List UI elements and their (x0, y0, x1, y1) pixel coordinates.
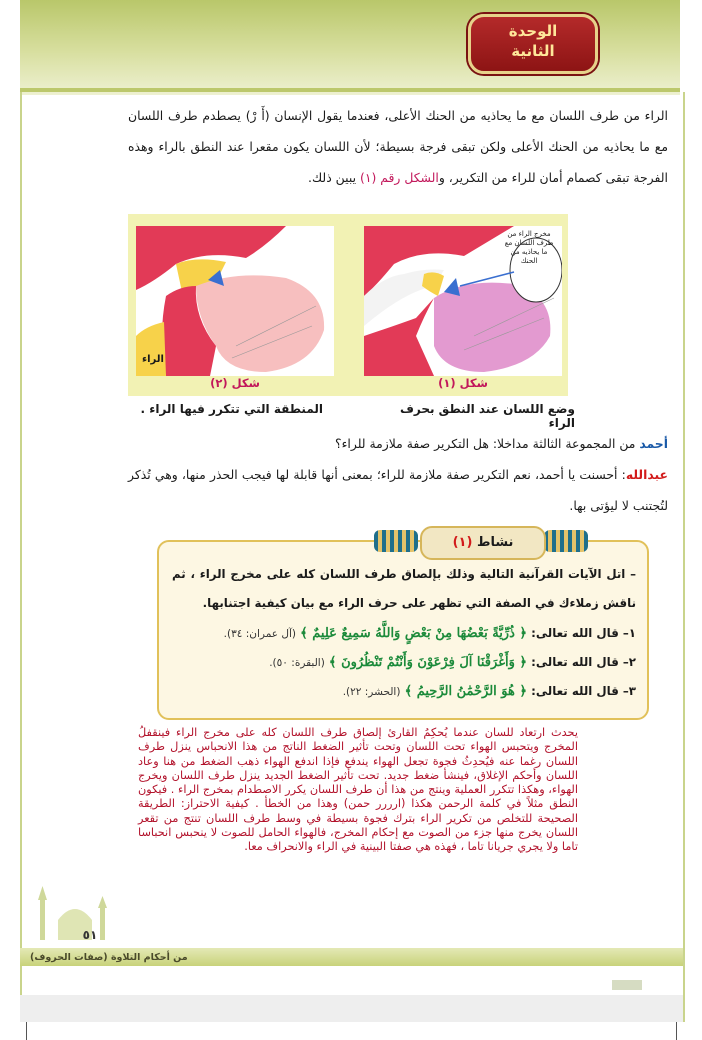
verse-reference: (البقرة: ٥٠). (269, 657, 325, 669)
verse-text: ﴿ وَأَغْرَقْنَا آلَ فِرْعَوْنَ وَأَنْتُمْ تَنْظُرُونَ ﴾ (328, 655, 528, 670)
figure2-description: المنطقة التي تتكرر فيها الراء . (140, 402, 323, 416)
figure2-caption: شكل (٢) (210, 376, 260, 390)
verse-number: ٢– قال الله تعالى: (531, 655, 636, 669)
intro-paragraph (128, 100, 668, 193)
verse-reference: (آل عمران: ٣٤). (223, 628, 297, 640)
dialog-line1: من المجموعة الثالثة مداخلا: هل التكرير صفة ملازمة للراء؟ (335, 436, 640, 451)
dialog-line2: : أحسنت يا أحمد، نعم التكرير صفة ملازمة للراء؛ بمعنى أنها قابلة لها فيجب الحذر منها، وهي تُذكر لتُجتنب لا ليؤتى بها. (128, 467, 668, 513)
activity-instructions: – اتل الآيات القرآنية التالية وذلك بإلصاق طرف اللسان كله على مخرج الراء ، ثم ناقش زملاءك في الصفة التي تظهر على حرف الراء مع بيان كيفية اجتنابها. (172, 567, 636, 610)
activity-title (420, 526, 546, 560)
figure2-label: الراء (142, 354, 164, 365)
verse-number: ١– قال الله تعالى: (531, 626, 636, 640)
unit-badge-line2: الثانية (511, 42, 555, 60)
intro-tail: يبين ذلك. (308, 170, 360, 185)
verse-number: ٣– قال الله تعالى: (531, 684, 636, 698)
ornament-icon (544, 530, 588, 552)
page-number: ٥١ (82, 928, 98, 942)
speaker-abdullah: عبدالله (625, 467, 668, 482)
activity-number: (١) (452, 535, 473, 550)
header-rule (20, 88, 680, 92)
verse-item (172, 651, 636, 674)
unit-badge-line1: الوحدة (508, 22, 558, 40)
page-frame-right (683, 92, 685, 1022)
dialog-paragraph (128, 428, 668, 521)
verse-item (172, 622, 636, 645)
verse-item (172, 680, 636, 703)
book-title: من أحكام التلاوة (صفات الحروف) (30, 952, 188, 963)
footer-mark (612, 980, 642, 990)
verse-reference: (الحشر: ٢٢). (342, 686, 401, 698)
intro-text: الراء من طرف اللسان مع ما يحاذيه من الحنك الأعلى، فعندما يقول الإنسان (أَ رْ) يصطدم طرف اللسان مع ما يحاذيه من الحنك الأعلى ولكن تبقى فرجة بسيطة؛ لأن اللسان يكون مقعرا عند النطق بالراء وهذه الفرجة تبقى كصمام أمان للراء من التكرير، و (128, 108, 668, 185)
figure1-description: وضع اللسان عند النطق بحرف الراء (399, 402, 575, 430)
figure-reference: الشكل رقم (١) (359, 170, 439, 185)
verse-text: ﴿ ذُرِّيَّةً بَعْضُهَا مِنْ بَعْضٍ وَاللَّهُ سَمِيعٌ عَلِيمٌ ﴾ (300, 626, 528, 641)
footer-bar (20, 995, 683, 1022)
unit-badge (468, 14, 598, 74)
activity-title-text: نشاط (476, 535, 514, 550)
ornament-icon (374, 530, 418, 552)
figure1-caption: شكل (١) (438, 376, 488, 390)
annotation-note: يحدث ارتعاد للسان عندما يُحكِمُ القارئ إلصاق طرف اللسان كله على مخرج الراء فينقفلُ المخرج ويتحبس الهواء تحت اللسان وتحت تأثير الضغط الناتج من هذا الانحباس ينزل طرف اللسان رغما عنه فيُحدِثُ فجوة تجعل الهواء يندفع فإذا اندفع الهواء ذهب الضغط من هنا وعاد اللسان وأحكم الإغلاق، فينشأ ضغط جديد. تحت تأثير الضغط الجديد ينزل طرف اللسان ويخرج الهواء، وهكذا تتكرر العملية وينتج من هذا أن طرف اللسان يكرر الاصطدام بمخرج الراء . فيكون النطق مثلاً في كلمة الرحمن هكذا (ارررر حمن) وهذا من الخطأ . كيفية الاحتراز: الطريقة الصحيحة للتخلص من تكرير الراء بترك فجوة بسيطة في وسط طرف اللسان تنتج من تقعر اللسان يخرج منها جزء من الصوت مع إحكام المخرج، فالهواء الحامل للصوت لا ينحبس انحباسا تاما ولا يجري جريانا تاما ، فهذه هي صفتا البينية في الراء والانحراف معا. (138, 726, 578, 854)
figure1-label: مخرج الراء من طرف اللسان مع ما يحاذيه من الحنك (504, 230, 554, 265)
speaker-ahmad: أحمد (639, 436, 668, 451)
page-frame-left (20, 92, 22, 1022)
verse-text: ﴿ هُوَ الرَّحْمَٰنُ الرَّحِيمُ ﴾ (404, 684, 528, 699)
figure-panel (128, 214, 568, 396)
